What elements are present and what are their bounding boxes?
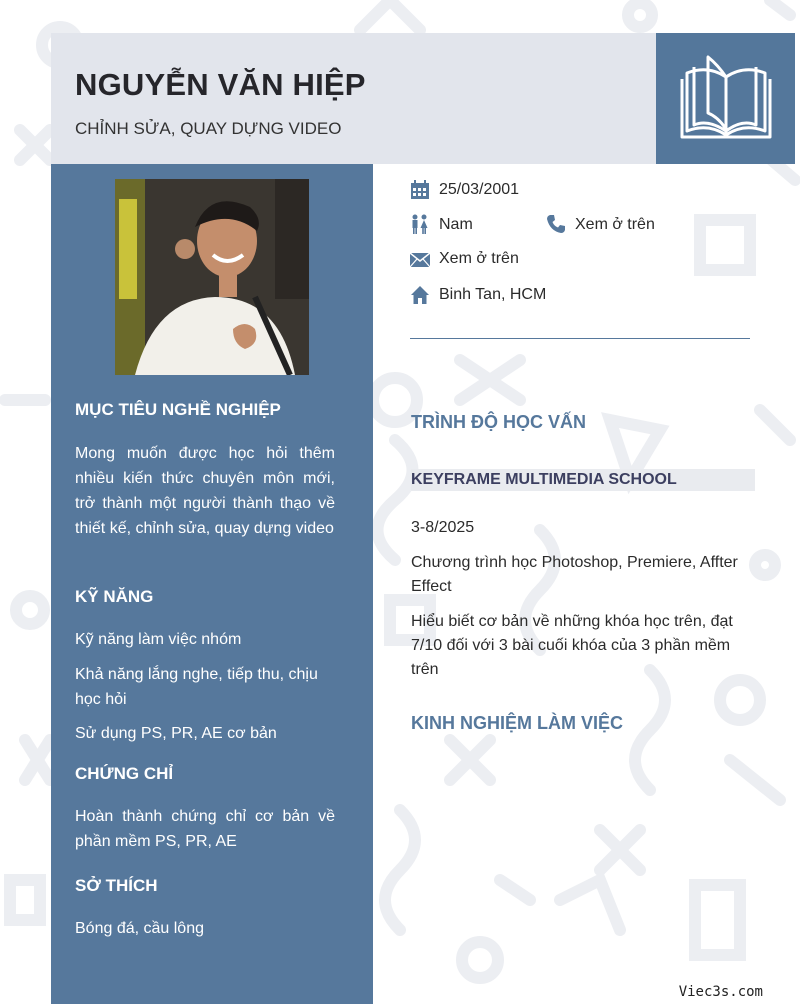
calendar-icon: [410, 180, 430, 200]
education-period: 3-8/2025: [411, 519, 475, 536]
logo-box: [656, 33, 795, 164]
sidebar: [51, 164, 373, 1004]
skill-item: Khả năng lắng nghe, tiếp thu, chịu học hỏi: [75, 666, 318, 708]
skill-item: Sử dụng PS, PR, AE cơ bản: [75, 725, 277, 742]
address-value: Binh Tan, HCM: [439, 286, 547, 303]
education-program: Chương trình học Photoshop, Premiere, Affter Effect: [411, 554, 738, 595]
hobbies-title: SỞ THÍCH: [75, 876, 158, 895]
site-watermark: Viec3s.com: [678, 984, 763, 1000]
profile-photo: [115, 179, 309, 375]
header: [51, 33, 657, 164]
objective-title: MỤC TIÊU NGHỀ NGHIỆP: [75, 400, 281, 419]
section-divider: [410, 338, 750, 339]
birthday-value: 25/03/2001: [439, 181, 520, 198]
education-result: Hiểu biết cơ bản về những khóa học trên, đạt 7/10 đối với 3 bài cuối khóa của 3 phần mềm trên: [411, 613, 733, 678]
phone-value: Xem ở trên: [575, 216, 655, 233]
certificates-title: CHỨNG CHỈ: [75, 764, 174, 783]
gender-icon: [410, 214, 430, 234]
email-icon: [410, 250, 430, 270]
phone-icon: [546, 214, 566, 234]
open-book-icon: [678, 51, 774, 143]
hobbies-text: Bóng đá, cầu lông: [75, 920, 204, 937]
skill-item: Kỹ năng làm việc nhóm: [75, 631, 242, 648]
gender-value: Nam: [439, 216, 473, 233]
job-title: CHỈNH SỬA, QUAY DỰNG VIDEO: [75, 119, 342, 138]
school-name: KEYFRAME MULTIMEDIA SCHOOL: [411, 469, 755, 491]
email-value: Xem ở trên: [439, 250, 519, 267]
experience-title: KINH NGHIỆM LÀM VIỆC: [411, 713, 624, 733]
objective-text: Mong muốn được học hỏi thêm nhiều kiến thức chuyên môn mới, trở thành một người thành thạo về thiết kế, chỉnh sửa, quay dựng video: [75, 445, 335, 537]
candidate-name: NGUYỄN VĂN HIỆP: [75, 67, 366, 102]
certificates-text: Hoàn thành chứng chỉ cơ bản về phần mềm PS, PR, AE: [75, 808, 335, 850]
education-title: TRÌNH ĐỘ HỌC VẤN: [411, 412, 586, 432]
home-icon: [410, 285, 430, 305]
skills-title: KỸ NĂNG: [75, 587, 154, 606]
